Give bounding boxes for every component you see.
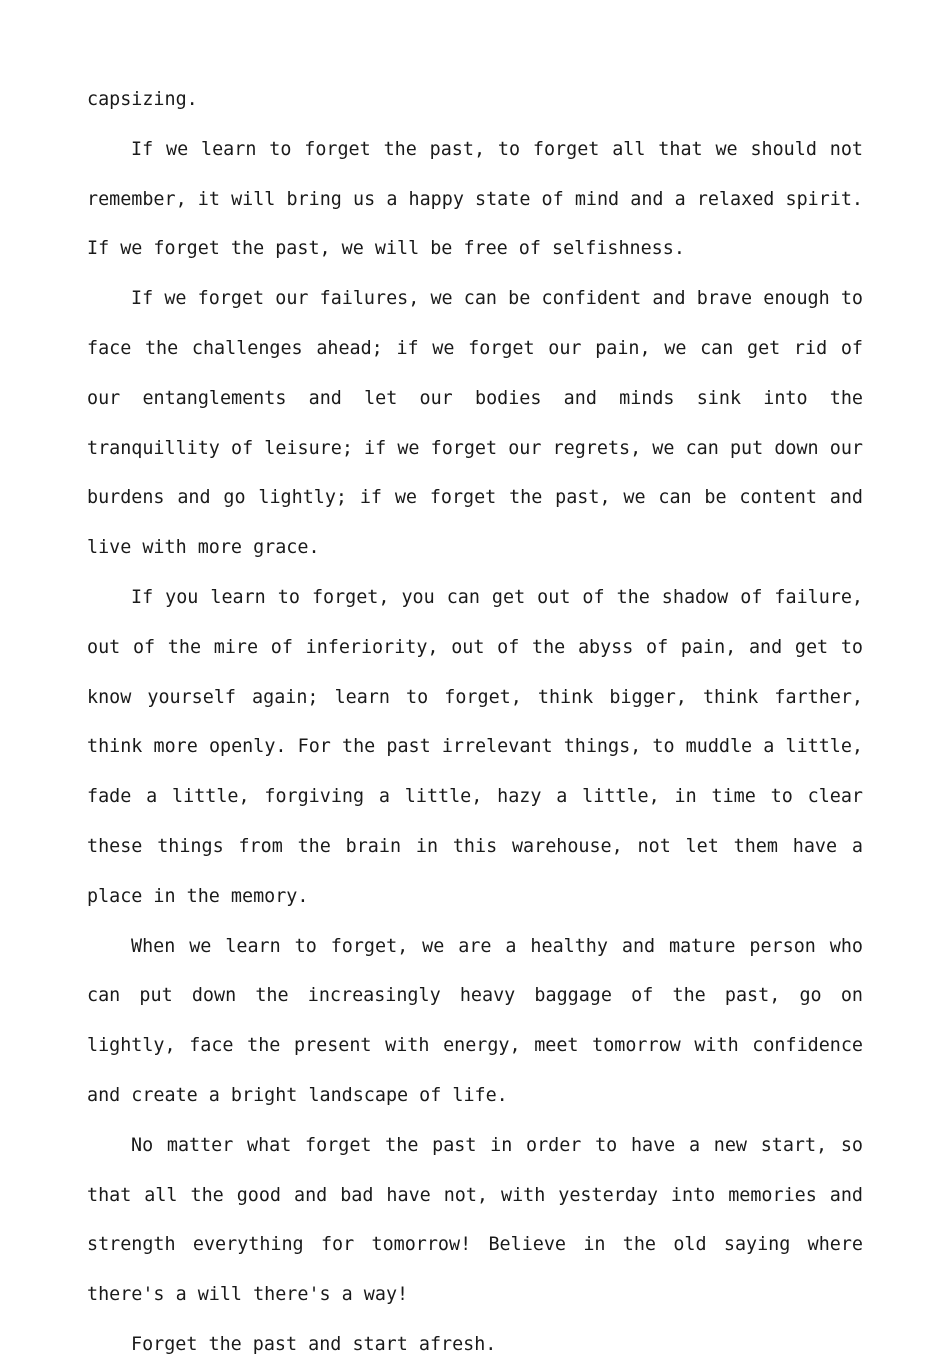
paragraph: When we learn to forget, we are a healthy and mature person who can put down the increasingly heavy baggage of the past, go on lightly, face the present with energy, meet tomorrow with confidence and create a bright landscape of life. xyxy=(87,935,863,1106)
paragraph: If we learn to forget the past, to forget all that we should not remember, it will bring us a happy state of mind and a relaxed spirit. If we forget the past, we will be free of selfishness. xyxy=(87,138,863,260)
paragraph: If you learn to forget, you can get out of the shadow of failure, out of the mire of inferiority, out of the abyss of pain, and get to know yourself again; learn to forget, think bigger, think farther, think more openly. For the past irrelevant things, to muddle a little, fade a little, forgiving a little, hazy a little, in time to clear these things from the brain in this warehouse, not let them have a place in the memory. xyxy=(87,586,863,907)
paragraph: If we forget our failures, we can be confident and brave enough to face the challenges ahead; if we forget our pain, we can get rid of our entanglements and let our bodies and minds sink into the tranquillity of leisure; if we forget our regrets, we can put down our burdens and go lightly; if we forget the past, we can be content and live with more grace. xyxy=(87,288,863,559)
paragraph: Forget the past and start afresh. xyxy=(131,1333,497,1355)
paragraph: No matter what forget the past in order to have a new start, so that all the good and bad have not, with yesterday into memories and strength everything for tomorrow! Believe in the old saying where there's a will there's a way! xyxy=(87,1134,863,1306)
document-body xyxy=(87,75,863,1370)
paragraph-continuation: capsizing. xyxy=(87,89,198,110)
